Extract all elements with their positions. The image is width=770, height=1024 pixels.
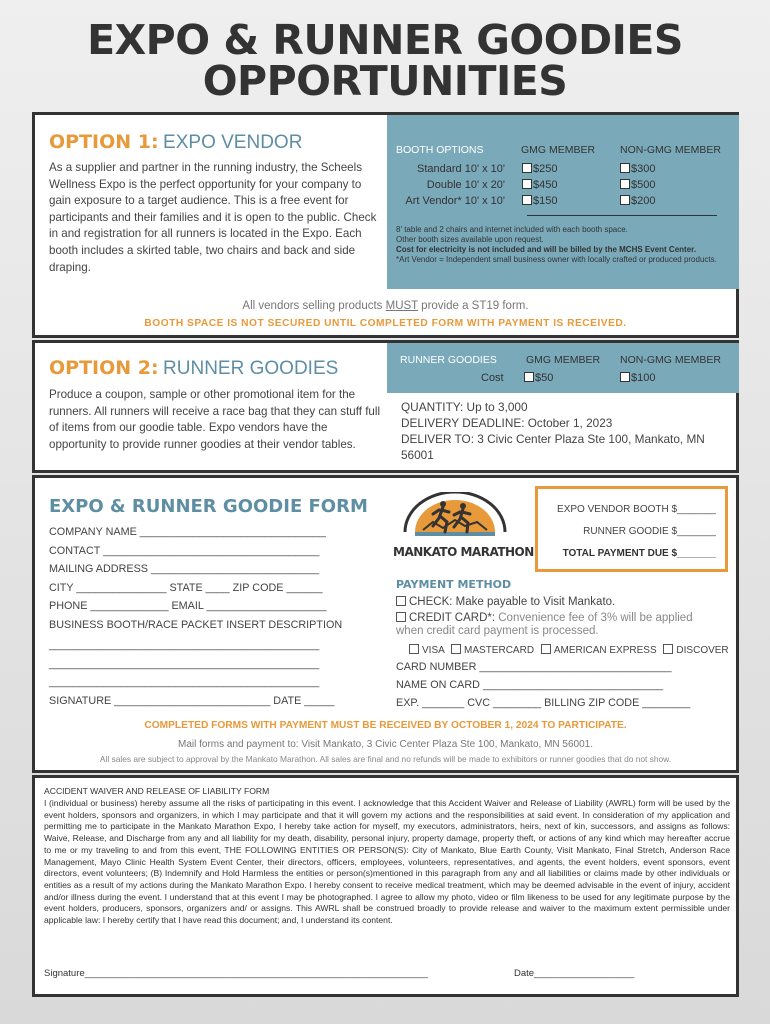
waiver-title: ACCIDENT WAIVER AND RELEASE OF LIABILITY FORM (44, 786, 270, 796)
mail-to-text: Mail forms and payment to: Visit Mankato, 3 Civic Center Plaza Ste 100, Mankato, MN 56001. (177, 739, 593, 750)
checkbox[interactable] (620, 179, 630, 189)
checkbox[interactable] (541, 644, 551, 654)
option1-title: EXPO VENDOR (163, 132, 303, 153)
option2-heading (49, 357, 338, 380)
deliver-to-text: DELIVER TO: 3 Civic Center Plaza Ste 100, Mankato, MN 56001 (401, 432, 705, 462)
form-deadline: COMPLETED FORMS WITH PAYMENT MUST BE RECEIVED BY OCTOBER 1, 2024 TO PARTICIPATE. (144, 720, 627, 731)
goodie-nongmg-option[interactable]: $100 (620, 372, 655, 384)
signature-date-field[interactable]: SIGNATURE __________________________ DATE _____ (49, 694, 335, 707)
runner-goodies-table (387, 343, 739, 393)
waiver-date-field[interactable]: Date___________________ (514, 968, 635, 979)
card-number-field[interactable]: CARD NUMBER ________________________________ (396, 661, 672, 673)
booth-row-label: Standard 10' x 10' (417, 163, 505, 175)
goodie-gmg-option[interactable]: $50 (524, 372, 553, 384)
phone-email-field[interactable]: PHONE _____________ EMAIL ____________________ (49, 600, 327, 612)
city-state-zip-field[interactable]: CITY _______________ STATE ____ ZIP CODE ______ (49, 581, 323, 594)
checkbox[interactable] (620, 372, 630, 382)
total-payment-due[interactable]: TOTAL PAYMENT DUE $_______ (562, 548, 716, 559)
waiver-signature-field[interactable]: Signature_________________________________________________________________ (44, 968, 429, 979)
booth-warning: BOOTH SPACE IS NOT SECURED UNTIL COMPLETED FORM WITH PAYMENT IS RECEIVED. (144, 318, 627, 329)
booth-row-labels (387, 161, 505, 209)
totals-box (535, 486, 728, 572)
form-fields (49, 523, 379, 710)
name-on-card-field[interactable]: NAME ON CARD ______________________________ (396, 679, 664, 691)
cost-label: Cost (481, 372, 504, 384)
booth-note: 8' table and 2 chairs and internet included with each booth space. (396, 225, 628, 234)
waiver-text: I (individual or business) hereby assume all the risks of participating in this event. I acknowledge that this Accident Waiver and Release of Liability (AWRL) form will be used by the event holders, sponsors and organizers, in which I may participate and that it will govern my actions and the responsibilities at said event. In consideration of my application and permitting me to participate in the Mankato Marathon Expo, I hereby take action for myself, my executors, administrators, heirs, next of kin, successors, and assigns as follows: Waive, Release, and Discharge from any and all liability for my death, disability, personal injury, property damage, property theft, or actions of any kind which may hereafter accrue to me or my traveling to and from this event, THE FOLLOWING ENTITIES OR PERSON(S): City of Mankato, Blue Earth County, Visit Mankato, Final Stretch, Anderson Race Management, Mayo Clinic Health System Event Center, their directors, officers, employees, volunteers, representatives, and agents, the event holders, event sponsors, event directors, event volunteers; (B) Indemnify and Hold Harmless the entities or person(s)mentioned in this paragraph from any and all liabilities or claims made by other individuals or entities as a result of my actions during the Mankato Marathon Expo. I hereby consent to receive medical treatment, which may be deemed advisable in the event of injury, accident and/or illness during the event. I understand that at this event I may be photographed. I agree to allow my photo, video or film likeness to be used for any legitimate purpose by the event holders, producers, sponsors, organizers and/ or assigns. This AWRL shall be construed broadly to provide release and waiver to the maximum extent permissible under applicable law: I hereby certify that I have read this document; and, I understand its content. (44, 798, 730, 926)
option1-panel (32, 112, 739, 338)
mankato-marathon-logo (393, 492, 534, 566)
contact-field[interactable]: CONTACT ____________________________________ (49, 544, 320, 557)
credit-fee-note: when credit card payment is processed. (396, 625, 599, 637)
sales-note: All sales are subject to approval by the Mankato Marathon. All sales are final and no refunds will be made to exhibitors or runner goodies that do not show. (99, 754, 672, 764)
nongmg-prices (620, 161, 655, 209)
gmg-price-option[interactable]: $450 (522, 177, 557, 193)
nongmg-header: NON-GMG MEMBER (620, 354, 721, 366)
option2-panel (32, 340, 739, 473)
booth-note: Other booth sizes available upon request. (396, 235, 544, 244)
booth-row-label: Art Vendor* 10' x 10' (405, 195, 505, 207)
divider (527, 215, 717, 216)
page-title-line2: OPPORTUNITIES (202, 57, 568, 105)
nongmg-header: NON-GMG MEMBER (620, 144, 721, 156)
booth-row-label: Double 10' x 20' (426, 179, 505, 191)
card-type-options (409, 644, 729, 656)
delivery-info (401, 399, 731, 463)
art-vendor-note: *Art Vendor = Independent small business owner with locally crafted or produced products. (396, 255, 717, 264)
checkbox[interactable] (522, 163, 532, 173)
booth-description-label: BUSINESS BOOTH/RACE PACKET INSERT DESCRIPTION (49, 618, 343, 631)
waiver-panel (32, 775, 739, 997)
payment-method-title: PAYMENT METHOD (396, 578, 512, 591)
gmg-prices (522, 161, 557, 209)
checkbox[interactable] (663, 644, 673, 654)
checkbox[interactable] (522, 195, 532, 205)
gmg-header: GMG MEMBER (521, 144, 596, 156)
gmg-price-option[interactable]: $250 (522, 161, 557, 177)
nongmg-price-option[interactable]: $200 (620, 193, 655, 209)
amex-option[interactable]: AMERICAN EXPRESS (541, 645, 657, 656)
description-line[interactable]: _____________________________________________ (49, 657, 320, 670)
page-title-line1: EXPO & RUNNER GOODIES (87, 16, 683, 64)
credit-card-option[interactable]: CREDIT CARD*: Convenience fee of 3% will be applied (396, 612, 693, 624)
option1-description: As a supplier and partner in the running industry, the Scheels Wellness Expo is the perfect opportunity for your company to gain exposure to a target audience. This is a free event for participants and their families and it is open to the public. Check in and registration for all runners is located in the Expo. Each booth includes a skirted table, two chairs and back and side draping. (49, 161, 377, 274)
company-name-field[interactable]: COMPANY NAME _______________________________ (49, 526, 326, 538)
mailing-address-field[interactable]: MAILING ADDRESS ____________________________ (49, 563, 320, 575)
option2-description: Produce a coupon, sample or other promotional item for the runners. All runners will receive a race bag that they can stuff full of items from our goodie table. Expo vendors have the opportunity to provide runner goodies at their vendor tables. (49, 388, 381, 451)
booth-options-table (387, 115, 739, 289)
st19-notice: All vendors selling products MUST provide a ST19 form. (242, 300, 529, 312)
booth-options-header: BOOTH OPTIONS (396, 144, 484, 156)
deadline-text: DELIVERY DEADLINE: October 1, 2023 (401, 416, 613, 430)
checkbox[interactable] (524, 372, 534, 382)
check-option[interactable]: CHECK: Make payable to Visit Mankato. (396, 596, 615, 608)
nongmg-price-option[interactable]: $500 (620, 177, 655, 193)
checkbox[interactable] (409, 644, 419, 654)
visa-option[interactable]: VISA (409, 645, 444, 656)
option1-label: OPTION 1: (49, 131, 159, 153)
quantity-text: QUANTITY: Up to 3,000 (401, 400, 528, 414)
logo-text: MANKATO MARATHON (393, 545, 534, 559)
form-title: EXPO & RUNNER GOODIE FORM (49, 496, 368, 517)
nongmg-price-option[interactable]: $300 (620, 161, 655, 177)
form-panel (32, 475, 739, 773)
checkbox[interactable] (396, 612, 406, 622)
checkbox[interactable] (451, 644, 461, 654)
electricity-note: Cost for electricity is not included and will be billed by the MCHS Event Center. (396, 245, 697, 254)
checkbox[interactable] (620, 163, 630, 173)
gmg-price-option[interactable]: $150 (522, 193, 557, 209)
option2-title: RUNNER GOODIES (163, 358, 339, 379)
booth-notes (396, 225, 732, 265)
checkbox[interactable] (396, 596, 406, 606)
checkbox[interactable] (620, 195, 630, 205)
gmg-header: GMG MEMBER (526, 354, 601, 366)
discover-option[interactable]: DISCOVER (663, 645, 728, 656)
description-line[interactable]: _____________________________________________ (49, 676, 320, 688)
expo-vendor-total[interactable]: EXPO VENDOR BOOTH $_______ (557, 504, 716, 515)
mastercard-option[interactable]: MASTERCARD (451, 645, 534, 656)
option2-label: OPTION 2: (49, 357, 159, 379)
exp-cvc-zip-field[interactable]: EXP. _______ CVC ________ BILLING ZIP CODE ________ (396, 697, 691, 709)
runner-goodie-total[interactable]: RUNNER GOODIE $_______ (583, 526, 716, 537)
runner-goodies-header: RUNNER GOODIES (400, 354, 497, 366)
option1-heading (49, 131, 302, 154)
checkbox[interactable] (522, 179, 532, 189)
description-line[interactable]: _____________________________________________ (49, 639, 320, 651)
